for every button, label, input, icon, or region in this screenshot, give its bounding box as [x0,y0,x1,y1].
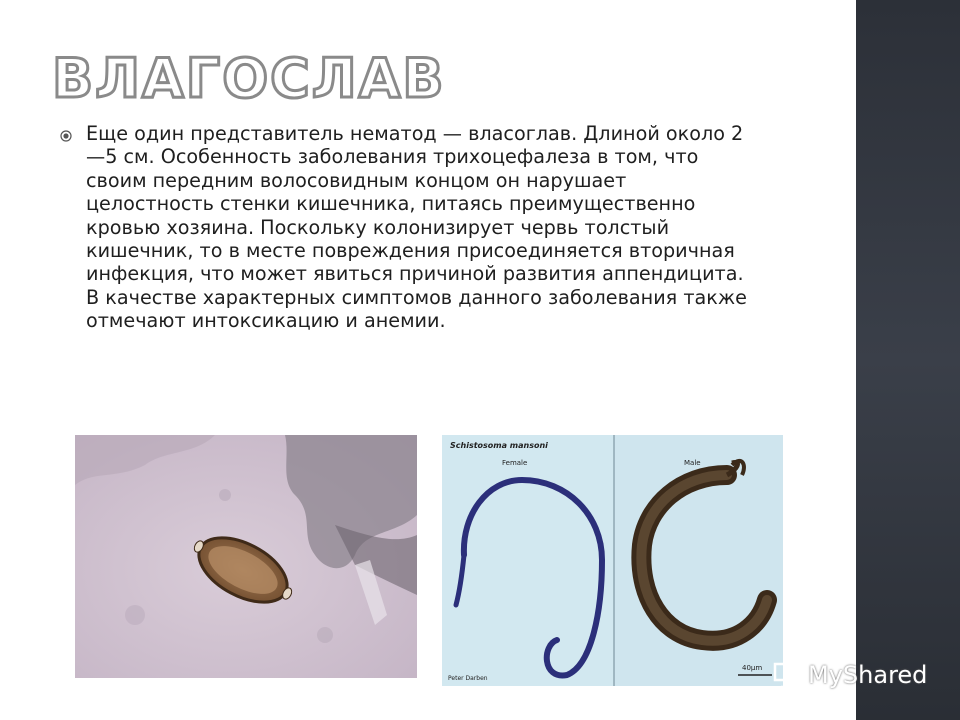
scale-label: 40µm [742,664,763,672]
projector-icon [772,660,802,690]
worms-micrograph-image [442,435,783,686]
side-band [856,0,960,720]
male-label: Male [684,459,701,467]
watermark-text: MyShared [808,661,928,689]
photo-credit: Peter Darben [448,675,488,682]
female-label: Female [502,459,528,467]
watermark [772,655,927,695]
slide-title: ВЛАГОСЛАВ [52,47,446,110]
bullet-item [60,122,760,333]
bullet-text: Еще один представитель нематод — власоглав. Длиной около 2—5 см. Особенность заболевания трихоцефалеза в том, что своим передним волосовидным концом он нарушает целостность стенки кишечника, питаясь преимущественно кровью хозяина. Поскольку колонизирует червь толстый кишечник, то в месте повреждения присоединяется вторичная инфекция, что может явиться причиной развития аппендицита. В качестве характерных симптомов данного заболевания также отмечают интоксикацию и анемии. [86,122,747,333]
egg-micrograph-image [75,435,417,678]
species-caption: Schistosoma mansoni [450,441,548,450]
circle-bullet-icon [60,130,72,142]
